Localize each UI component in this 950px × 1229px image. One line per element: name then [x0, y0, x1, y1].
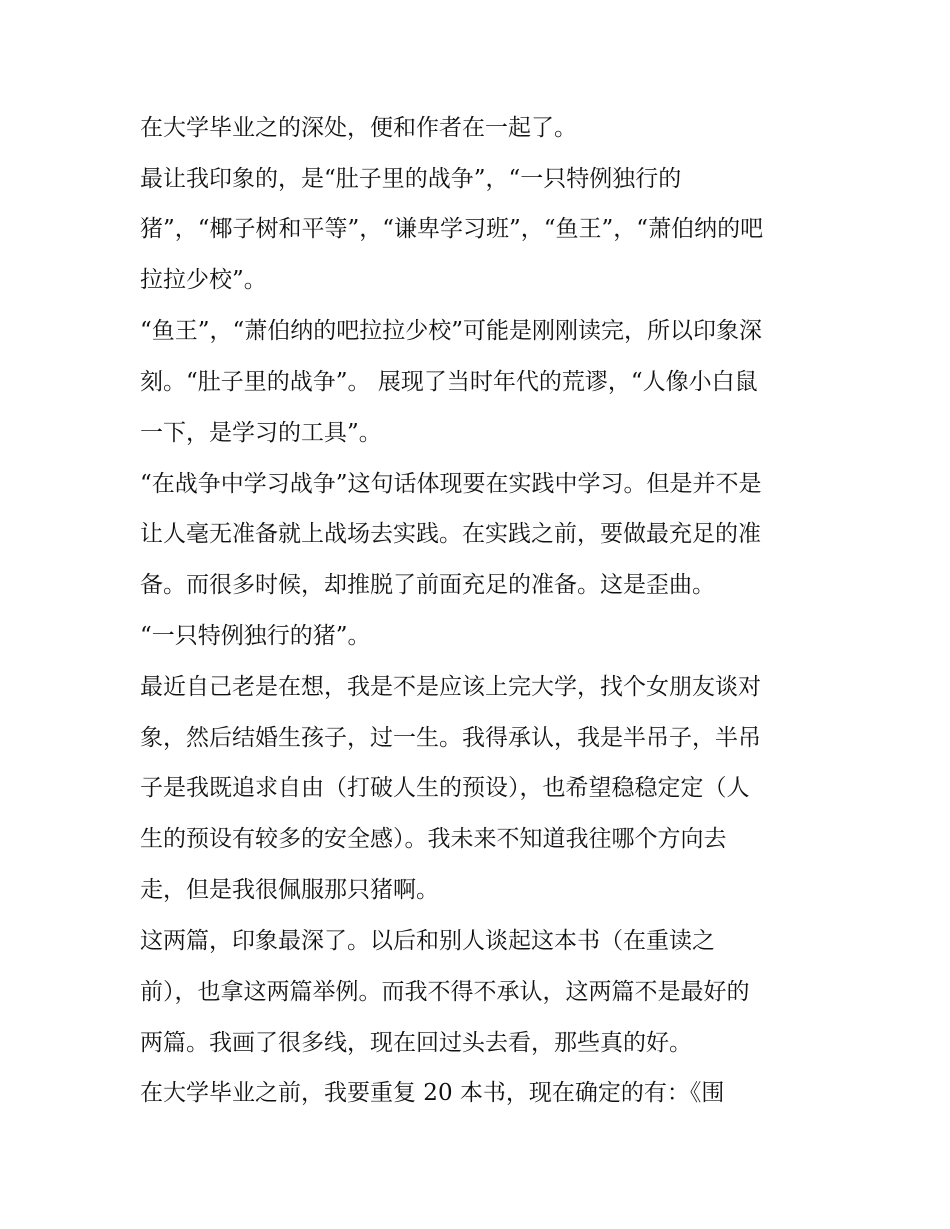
text-line: 子是我既追求自由（打破人生的预设），也希望稳稳定定（人 [140, 775, 750, 801]
text-line: 备。而很多时候，却推脱了前面充足的准备。这是歪曲。 [140, 572, 715, 598]
text-line: 最让我印象的，是“肚子里的战争”，“一只特例独行的 [140, 166, 682, 192]
text-line: 象，然后结婚生孩子，过一生。我得承认，我是半吊子，半吊 [140, 725, 761, 751]
text-line: 一下，是学习的工具”。 [140, 420, 382, 446]
text-line: 拉拉少校”。 [140, 267, 267, 293]
text-line: “一只特例独行的猪”。 [140, 623, 371, 649]
text-line: 在大学毕业之前，我要重复 20 本书，现在确定的有：《围 [140, 1080, 725, 1106]
text-line: 让人毫无准备就上战场去实践。在实践之前，要做最充足的准 [140, 521, 761, 547]
text-line: 最近自己老是在想，我是不是应该上完大学，找个女朋友谈对 [140, 674, 761, 700]
text-line: 刻。“肚子里的战争”。 展现了当时年代的荒谬，“人像小白鼠 [140, 369, 758, 395]
text-line: 这两篇，印象最深了。以后和别人谈起这本书（在重读之 [140, 928, 715, 954]
text-line: 走，但是我很佩服那只猪啊。 [140, 877, 439, 903]
text-line: 在大学毕业之的深处，便和作者在一起了。 [140, 115, 577, 141]
text-line: 两篇。我画了很多线，现在回过头去看，那些真的好。 [140, 1030, 692, 1056]
text-line: 生的预设有较多的安全感）。我未来不知道我往哪个方向去 [140, 826, 727, 852]
text-line: “在战争中学习战争”这句话体现要在实践中学习。但是并不是 [140, 471, 762, 497]
text-line: 猪”，“椰子树和平等”，“谦卑学习班”，“鱼王”，“萧伯纳的吧 [140, 216, 764, 242]
text-line: “鱼王”，“萧伯纳的吧拉拉少校”可能是刚刚读完，所以印象深 [140, 318, 763, 344]
text-line: 前），也拿这两篇举例。而我不得不承认，这两篇不是最好的 [140, 979, 750, 1005]
